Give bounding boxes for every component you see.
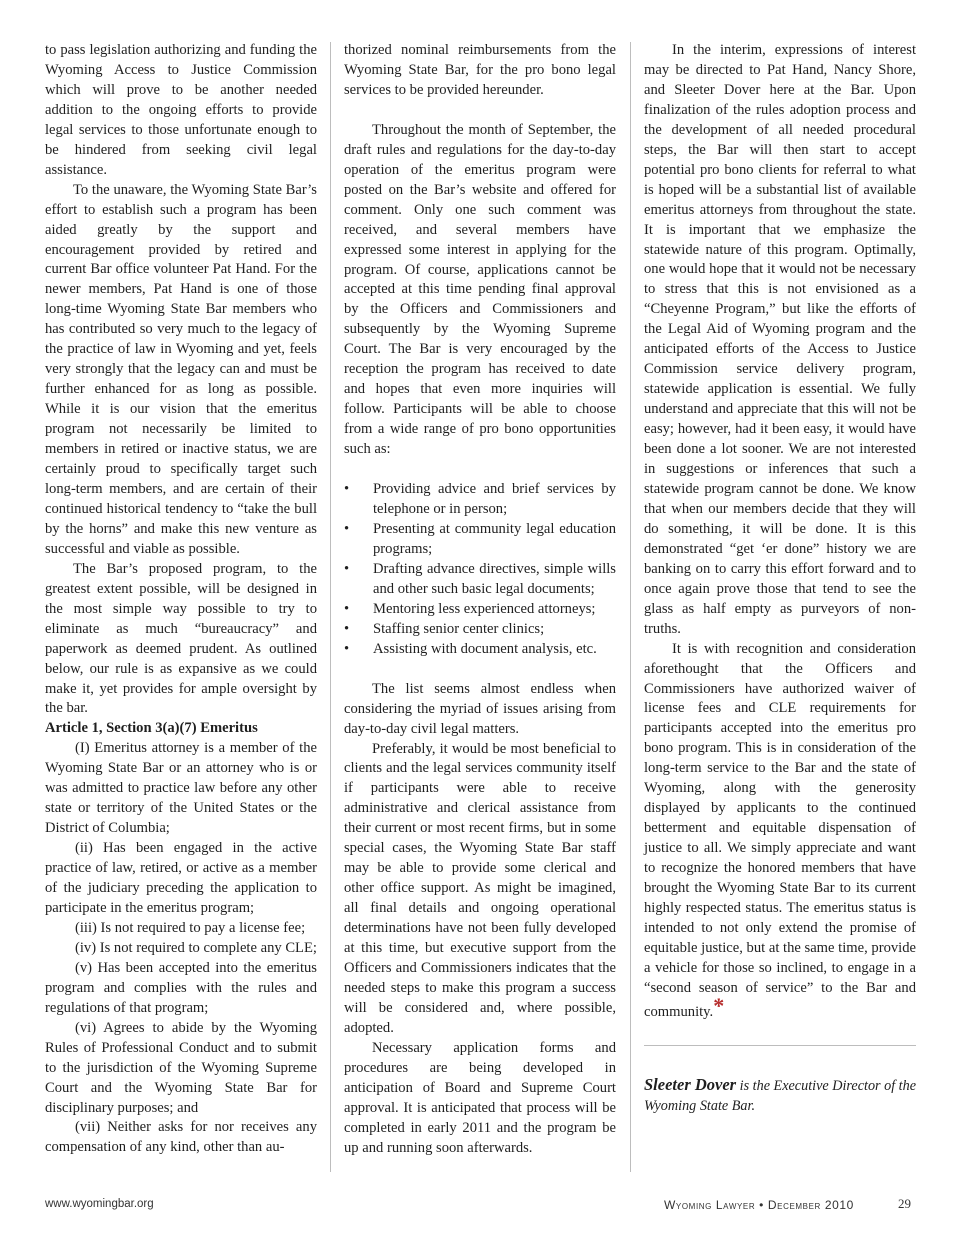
rule-item: (iii) Is not required to pay a license fee;	[75, 919, 306, 936]
section-heading: Article 1, Section 3(a)(7) Emeritus	[45, 720, 258, 737]
bullet-icon: •	[344, 640, 350, 657]
author-name: Sleeter Dover	[644, 1075, 737, 1094]
column-2	[344, 41, 616, 1159]
paragraph: It is with recognition and consideration aforethought that the Officers and Commissioners have authorized waiver of license fees and CLE requirements for participants accepted into the emeritus pro bono program. This is in consideration of the long-term service to the Bar and the state of Wyoming, along with the generosity displayed by applicants to the continued betterment and equitable dispensation of justice to all. We simply appreciate and want to recognize the honored members that have brought the Wyoming State Bar to its current highly respected status. The emeritus status is intended to not only extend the promise of equitable justice, but at the same time, provide a vehicle for those so inclined, to engage in a “second season of service” to the Bar and community.*	[644, 640, 916, 1020]
footer-url: www.wyomingbar.org	[45, 1198, 154, 1210]
footer-publication: Wyoming Lawyer • December 2010	[664, 1198, 854, 1212]
paragraph: The Bar’s proposed program, to the greatest extent possible, will be designed in the most simple way possible to try to eliminate as much “bureaucracy” and paperwork as deemed prudent. As outlined below, our rule is as expansive as we could make it, yet provides for ample oversight by the bar.	[45, 560, 317, 717]
paragraph: Preferably, it would be most beneficial to clients and the legal services community itself if participants were able to receive administrative and clerical assistance from their current or most recent firms, but in some special cases, the Wyoming State Bar staff may be able to provide some clerical and other office support. As might be imagined, all final details and ongoing operational determinations have not been fully developed at this time, but executive support from the Officers and Commissioners indicates that the needed steps to make this program a success will be considered and, where possible, adopted.	[344, 740, 616, 1036]
rule-item: (v) Has been accepted into the emeritus program and complies with the rules and regulations of that program;	[45, 959, 317, 1016]
paragraph: Necessary application forms and procedures are being developed in anticipation of Board and Supreme Court approval. It is anticipated that process will be completed in early 2011 and the program be up and running soon afterwards.	[344, 1039, 616, 1156]
bio-divider	[644, 1045, 916, 1046]
column-1	[45, 41, 317, 1158]
list-item: • Providing advice and brief services by telephone or in person;	[344, 481, 616, 518]
page-number: 29	[898, 1196, 911, 1211]
end-mark-icon: *	[713, 992, 725, 1018]
paragraph: thorized nominal reimbursements from the Wyoming State Bar, for the pro bono legal services to be provided hereunder.	[344, 42, 616, 98]
column-3	[644, 41, 916, 1023]
column-divider-left	[330, 42, 331, 1172]
list-item: • Staffing senior center clinics;	[344, 620, 616, 640]
opportunity-list	[344, 480, 616, 660]
list-item: • Drafting advance directives, simple wills and other such basic legal documents;	[344, 560, 616, 597]
list-item: • Mentoring less experienced attorneys;	[344, 600, 616, 620]
column-divider-right	[630, 42, 631, 1172]
rule-item: (ii) Has been engaged in the active practice of law, retired, or active as a member of the judiciary preceding the application to participate in the emeritus program;	[45, 840, 317, 916]
paragraph: Throughout the month of September, the draft rules and regulations for the day-to-day operation of the emeritus program were posted on the Bar’s website and offered for comment. Only one such comment was received, and several members have expressed some interest in applying for the program. Of course, applications cannot be accepted at this time pending final approval by the Officers and Commissioners and subsequently by the Wyoming Supreme Court. The Bar is very encouraged by the reception the program has received to date and hopes that even more inquiries will follow. Participants will be able to choose from a wide range of pro bono opportunities such as:	[344, 121, 616, 458]
paragraph: The list seems almost endless when considering the myriad of issues arising from day-to-day civil legal matters.	[344, 680, 616, 737]
rule-item: (iv) Is not required to complete any CLE;	[75, 939, 317, 956]
bullet-icon: •	[344, 620, 350, 637]
rule-item: (vii) Neither asks for nor receives any compensation of any kind, other than au-	[45, 1119, 317, 1156]
bullet-icon: •	[344, 481, 350, 498]
paragraph: to pass legislation authorizing and funding the Wyoming Access to Justice Commission which will prove to be another needed addition to the ongoing efforts to provide legal services to those unfortunate enough to be hindered from seeking civil legal assistance.	[45, 42, 317, 178]
rule-item: (I) Emeritus attorney is a member of the Wyoming State Bar or an attorney who is or was admitted to practice law before any other state or territory of the United States or the District of Columbia;	[45, 740, 317, 837]
list-item: • Presenting at community legal education programs;	[344, 520, 616, 557]
list-item: • Assisting with document analysis, etc.	[344, 640, 616, 660]
author-description: is the Executive Director of the Wyoming State Bar.	[644, 1078, 917, 1114]
bullet-icon: •	[344, 520, 350, 537]
rule-item: (vi) Agrees to abide by the Wyoming Rules of Professional Conduct and to submit to the jurisdiction of the Wyoming Supreme Court and the Wyoming State Bar for disciplinary purposes; and	[45, 1019, 317, 1116]
paragraph: In the interim, expressions of interest may be directed to Pat Hand, Nancy Shore, and Sleeter Dover here at the Bar. Upon finalization of the rules adoption process and the development of all needed procedural steps, the Bar will then start to accept potential pro bono clients for referral to what is hoped will be a substantial list of available emeritus attorneys from throughout the state. It is important that we emphasize the statewide nature of this program. Optimally, one would hope that it would not be necessary to stress that this is not envisioned as a “Cheyenne Program,” but like the efforts of the Legal Aid of Wyoming program and the anticipated efforts of the Access to Justice Commission service delivery program, statewide application is essential. We fully understand and appreciate that this will not be easy; however, had it been easy, it would have been done a lot sooner. We are not interested in suggestions or inferences that such a statewide program cannot be done. We know that when our members decide that they will do something, it will be done. It is this demonstrated “get ‘er done” history we are banking on to carry this effort forward and to once again prove those that tend to see the glass as half empty as purveyors of non-truths.	[644, 42, 916, 637]
paragraph: To the unaware, the Wyoming State Bar’s effort to establish such a program has been aided greatly by the support and encouragement provided by retired and current Bar office volunteer Pat Hand. For the newer members, Pat Hand is one of those long-time Wyoming State Bar members who has contributed so very much to the legacy of the practice of law in Wyoming and yet, feels very strongly that the legacy can and must be further enhanced for as long as possible. While it is our vision that the emeritus program not necessarily be limited to members in retired or inactive status, we are certainly proud to specifically target such long-term members, and are certain of their continued historical tendency to “take the bull by the horns” and make this new venture as successful and viable as possible.	[45, 181, 317, 557]
author-bio	[644, 1075, 919, 1116]
bullet-icon: •	[344, 560, 350, 577]
bullet-icon: •	[344, 600, 350, 617]
